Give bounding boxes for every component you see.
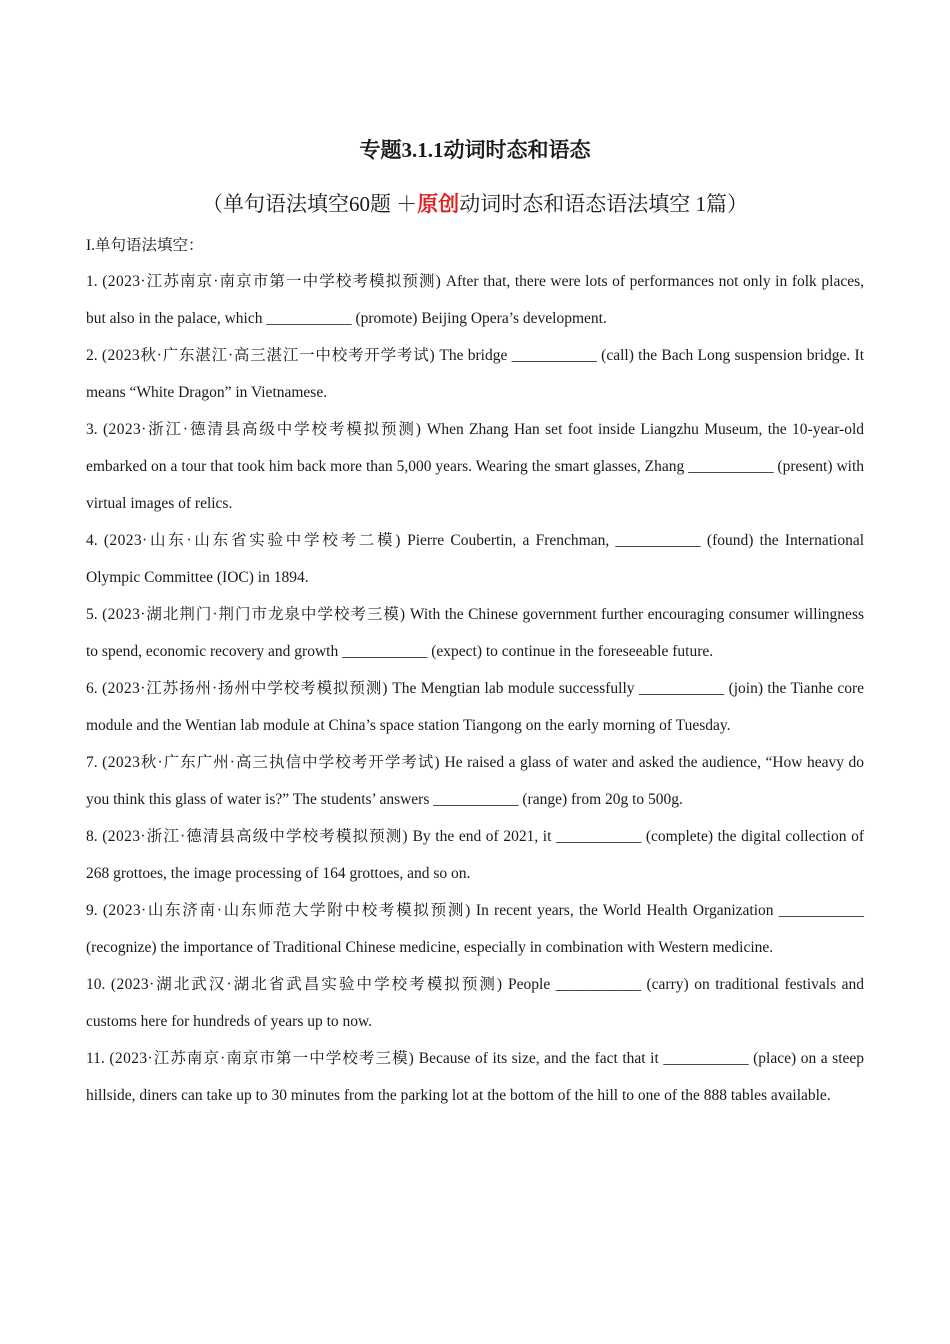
section-heading: I.单句语法填空： [86,237,204,254]
page-title: 专题3.1.1动词时态和语态 [359,138,591,162]
question-number: 4. [86,532,98,549]
question-number: 11. [86,1050,105,1067]
question-11 [86,1040,864,1114]
question-number: 10. [86,976,106,993]
question-5 [86,596,864,670]
question-number: 7. [86,754,98,771]
question-source: (2023·江苏南京·南京市第一中学校考三模) [109,1050,415,1067]
document-page [86,128,864,1114]
question-text: The bridge ___________ (call) the Bach Long suspension bridge. It means “White Dragon” in Vietnamese. [86,347,865,401]
question-9 [86,892,864,966]
question-source: (2023·浙江·德清县高级中学校考模拟预测) [102,828,408,845]
subtitle-highlight: 原创 [417,192,460,216]
page-subtitle [86,191,864,217]
question-source: (2023秋·广东广州·高三执信中学校考开学考试) [102,754,440,771]
question-10 [86,966,864,1040]
question-4 [86,522,864,596]
question-text: He raised a glass of water and asked the audience, “How heavy do you think this glass of water is?” The students’ answers ___________ (range) from 20g to 500g. [86,754,864,808]
question-source: (2023·江苏扬州·扬州中学校考模拟预测) [102,680,388,697]
subtitle-open: （单句语法填空60题 ＋ [202,192,418,216]
question-number: 2. [86,347,98,364]
subtitle-rest: 动词时态和语态语法填空 1篇） [459,192,748,216]
question-8 [86,818,864,892]
question-2 [86,337,864,411]
question-text: When Zhang Han set foot inside Liangzhu Museum, the 10-year-old embarked on a tour that took him back more than 5,000 years. Wearing the smart glasses, Zhang ___________ (present) with virtual images of relics. [86,421,865,512]
question-text: In recent years, the World Health Organization ___________ (recognize) the importance of Traditional Chinese medicine, especially in combination with Western medicine. [86,902,864,956]
question-6 [86,670,864,744]
question-source: (2023·湖北武汉·湖北省武昌实验中学校考模拟预测) [110,976,503,993]
question-number: 3. [86,421,98,438]
question-number: 8. [86,828,98,845]
question-number: 6. [86,680,98,697]
question-source: (2023·浙江·德清县高级中学校考模拟预测) [102,421,422,438]
question-source: (2023·山东济南·山东师范大学附中校考模拟预测) [102,902,471,919]
question-number: 9. [86,902,98,919]
question-text: People ___________ (carry) on traditional festivals and customs here for hundreds of years up to now. [86,976,865,1030]
question-source: (2023·湖北荆门·荆门市龙泉中学校考三模) [102,606,406,623]
question-text: After that, there were lots of performances not only in folk places, but also in the palace, which ___________ (promote) Beijing Opera’s development. [86,273,865,327]
question-text: Because of its size, and the fact that it ___________ (place) on a steep hillside, diners can take up to 30 minutes from the parking lot at the bottom of the hill to one of the 888 tables available. [86,1050,865,1104]
question-7 [86,744,864,818]
question-3 [86,411,864,522]
question-source: (2023·山东·山东省实验中学校考二模) [103,532,401,549]
question-text: The Mengtian lab module successfully ___________ (join) the Tianhe core module and the Wentian lab module at China’s space station Tiangong on the early morning of Tuesday. [86,680,865,734]
question-number: 1. [86,273,98,290]
question-1 [86,263,864,337]
question-source: (2023秋·广东湛江·高三湛江一中校考开学考试) [101,347,436,364]
question-text: Pierre Coubertin, a Frenchman, ___________ (found) the International Olympic Committee (IOC) in 1894. [86,532,865,586]
question-number: 5. [86,606,98,623]
question-text: With the Chinese government further encouraging consumer willingness to spend, economic recovery and growth ___________ (expect) to continue in the foreseeable future. [86,606,865,660]
question-text: By the end of 2021, it ___________ (complete) the digital collection of 268 grottoes, the image processing of 164 grottoes, and so on. [86,828,864,882]
question-source: (2023·江苏南京·南京市第一中学校考模拟预测) [102,273,442,290]
